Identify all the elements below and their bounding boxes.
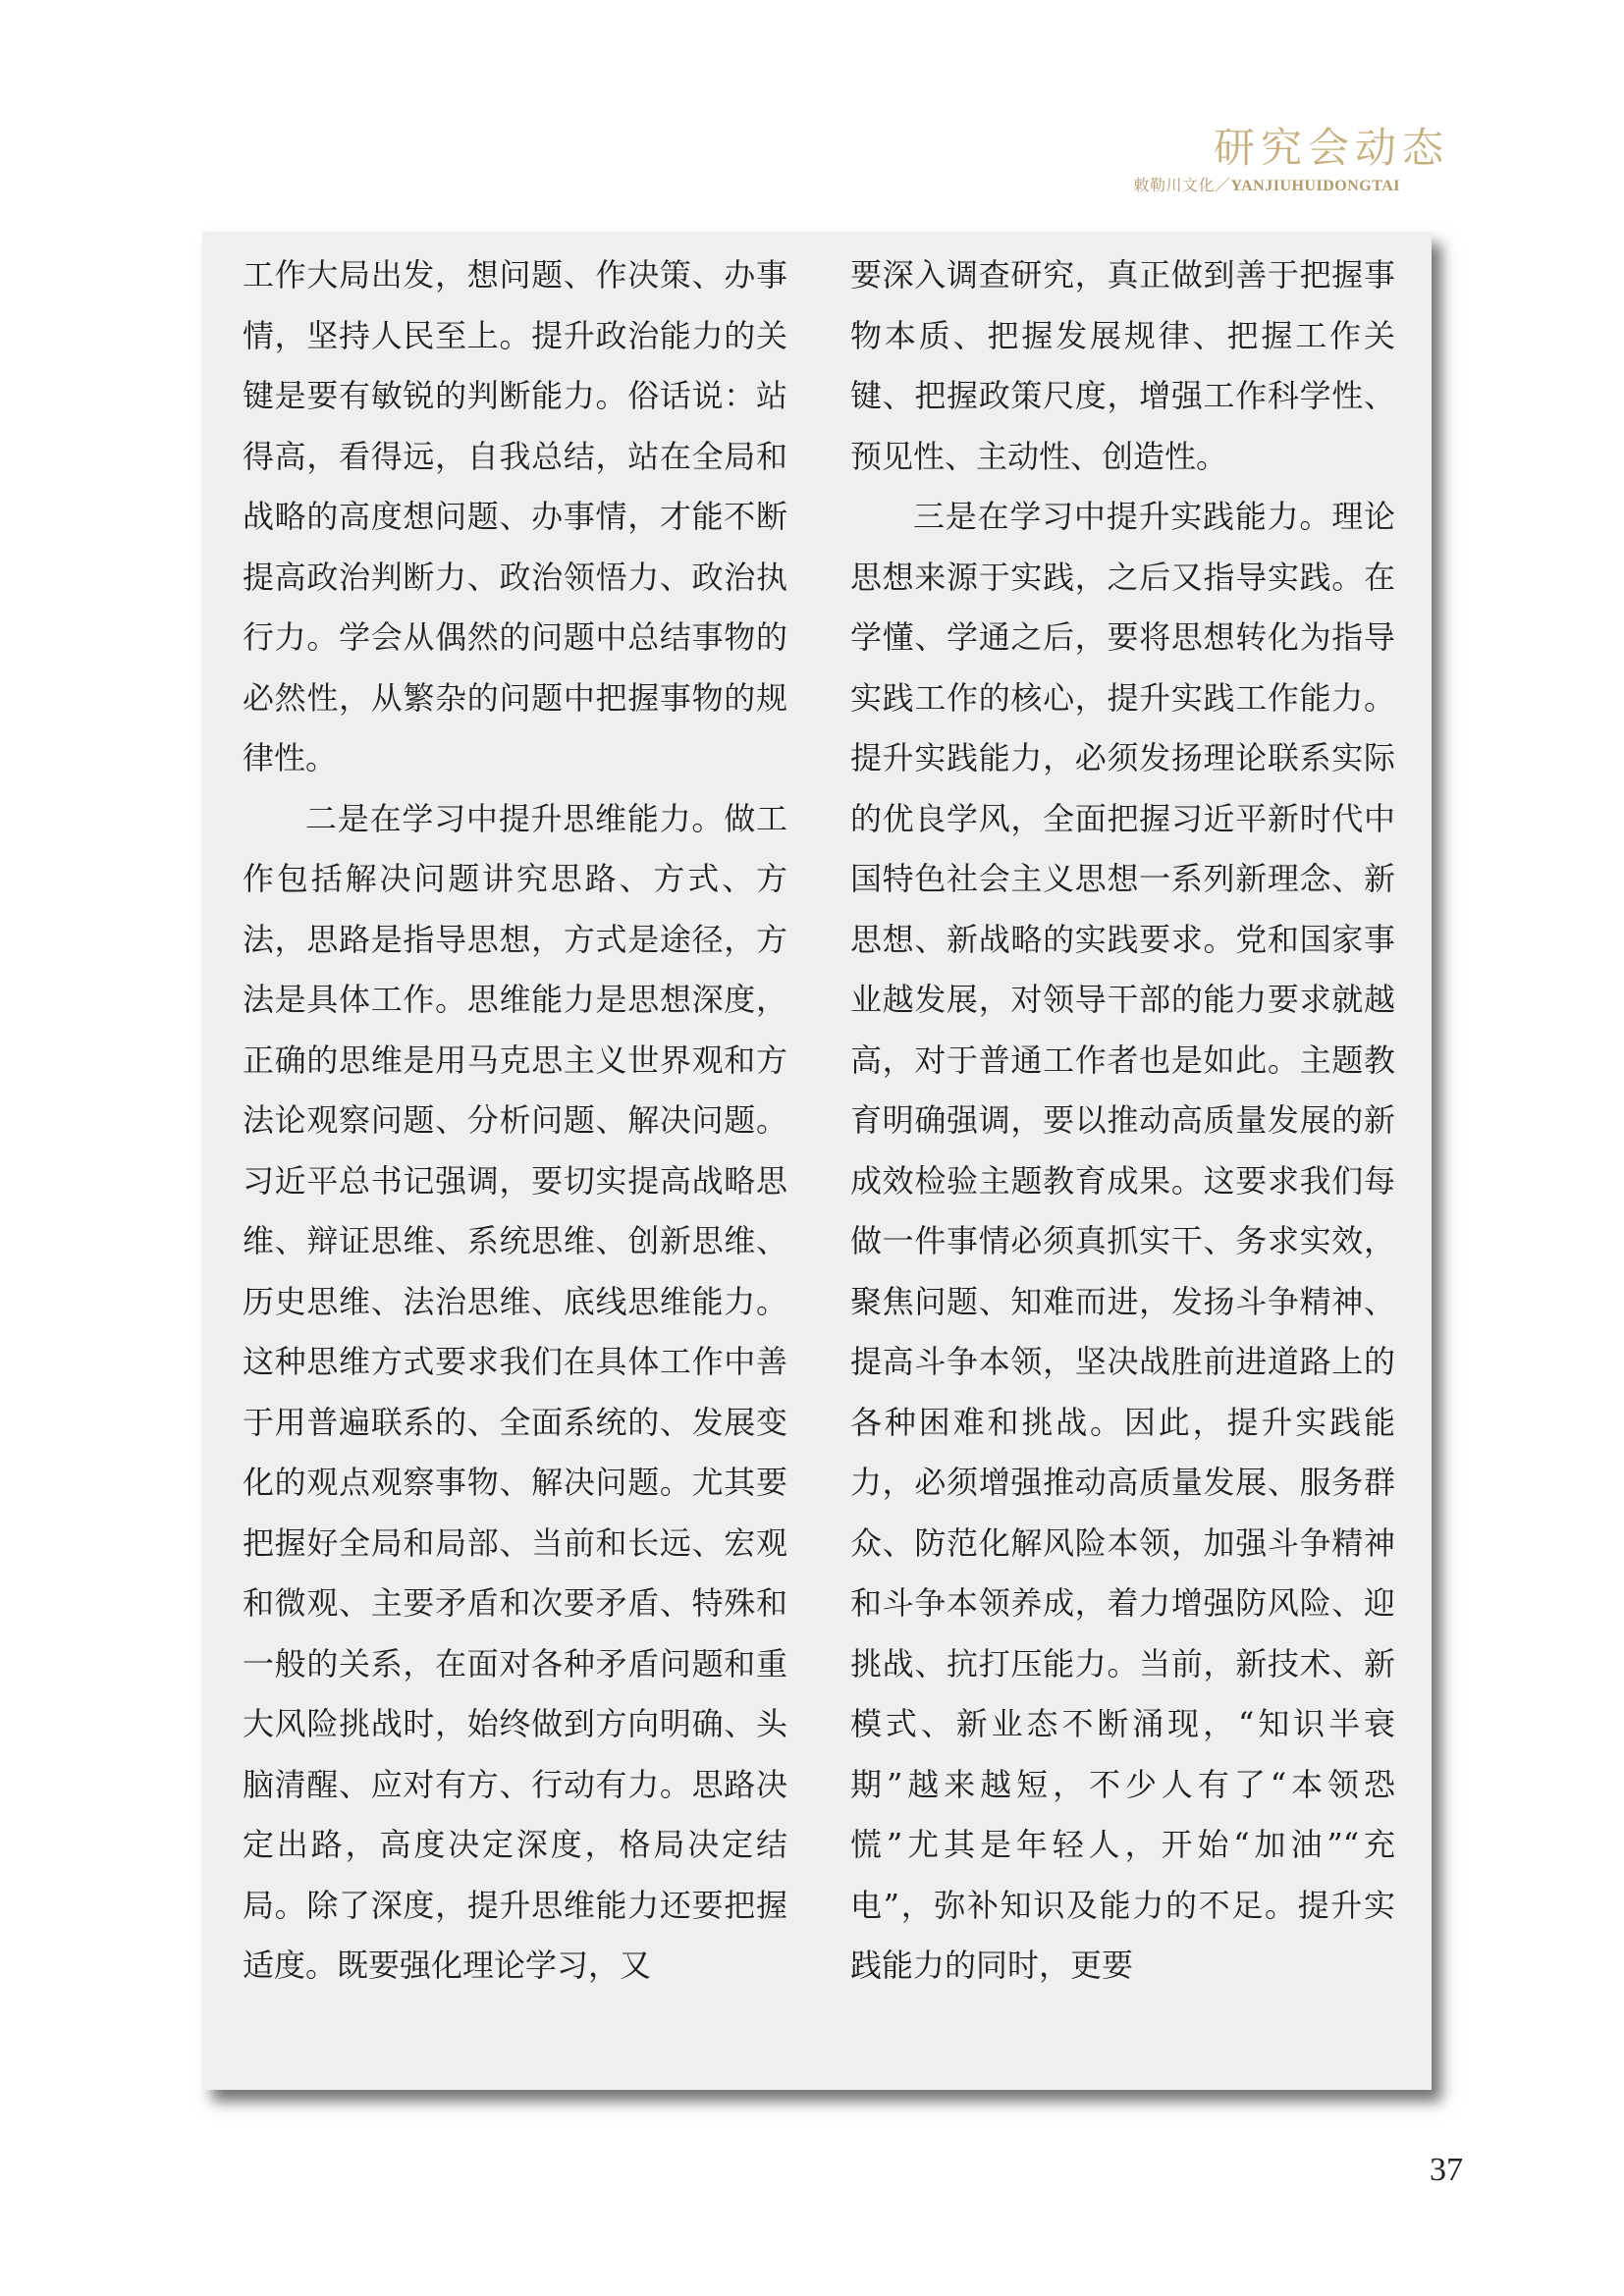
paragraph: 要深入调查研究，真正做到善于把握事物本质、把握发展规律、把握工作关键、把握政策尺度，增强工作科学性、预见性、主动性、创造性。 [850,256,1395,475]
article-panel [202,232,1432,2090]
section-title: 研究会动态 [1213,124,1449,172]
article-column-left [243,245,787,1997]
section-subtitle [1134,173,1401,195]
subtitle-separator: ／ [1215,176,1231,194]
paragraph: 二是在学习中提升思维能力。做工作包括解决问题讲究思路、方式、方法，思路是指导思想，方式是途径，方法是具体工作。思维能力是思想深度，正确的思维是用马克思主义世界观和方法论观察问题、分析问题、解决问题。习近平总书记强调，要切实提高战略思维、辩证思维、系统思维、创新思维、历史思维、法治思维、底线思维能力。这种思维方式要求我们在具体工作中善于用普遍联系的、全面系统的、发展变化的观点观察事物、解决问题。尤其要把握好全局和局部、当前和长远、宏观和微观、主要矛盾和次要矛盾、特殊和一般的关系，在面对各种矛盾问题和重大风险挑战时，始终做到方向明确、头脑清醒、应对有方、行动有力。思路决定出路，高度决定深度，格局决定结局。除了深度，提升思维能力还要把握适度。既要强化理论学习，又 [243,799,787,1984]
paragraph: 工作大局出发，想问题、作决策、办事情，坚持人民至上。提升政治能力的关键是要有敏锐的判断能力。俗话说：站得高，看得远，自我总结，站在全局和战略的高度想问题、办事情，才能不断提高政治判断力、政治领悟力、政治执行力。学会从偶然的问题中总结事物的必然性，从繁杂的问题中把握事物的规律性。 [243,256,787,776]
subtitle-en: YANJIUHUIDONGTAI [1230,178,1400,194]
page-number: 37 [1430,2152,1463,2188]
paragraph: 三是在学习中提升实践能力。理论思想来源于实践，之后又指导实践。在学懂、学通之后，要将思想转化为指导实践工作的核心，提升实践工作能力。提升实践能力，必须发扬理论联系实际的优良学风，全面把握习近平新时代中国特色社会主义思想一系列新理念、新思想、新战略的实践要求。党和国家事业越发展，对领导干部的能力要求就越高，对于普通工作者也是如此。主题教育明确强调，要以推动高质量发展的新成效检验主题教育成果。这要求我们每做一件事情必须真抓实干、务求实效，聚焦问题、知难而进，发扬斗争精神、提高斗争本领，坚决战胜前进道路上的各种困难和挑战。因此，提升实践能力，必须增强推动高质量发展、服务群众、防范化解风险本领，加强斗争精神和斗争本领养成，着力增强防风险、迎挑战、抗打压能力。当前，新技术、新模式、新业态不断涌现，“知识半衰期”越来越短，不少人有了“本领恐慌”尤其是年轻人，开始“加油”“充电”，弥补知识及能力的不足。提升实践能力的同时，更要 [850,498,1395,1984]
subtitle-cn: 敕勒川文化 [1133,176,1216,194]
article-column-right [850,245,1395,1997]
